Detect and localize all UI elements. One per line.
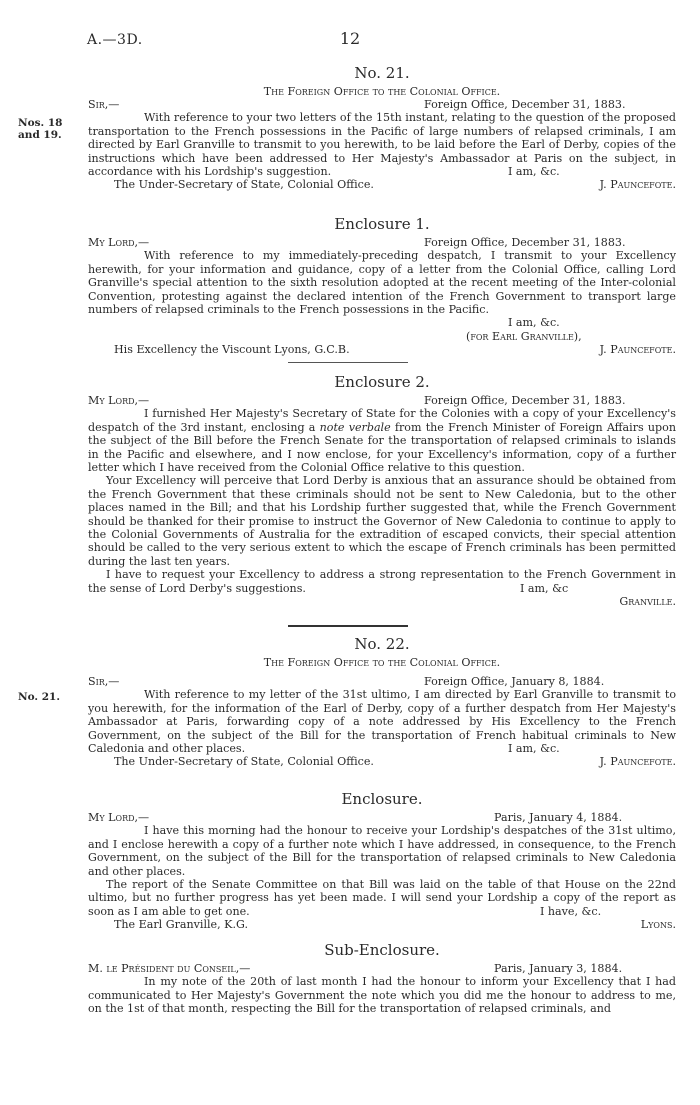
no22-subheading: The Foreign Office to the Colonial Office. xyxy=(263,656,501,669)
no21-salutation: Sir,— xyxy=(88,98,120,111)
no22-addressee: The Under-Secretary of State, Colonial Office. xyxy=(114,755,374,769)
no22-salutation: Sir,— xyxy=(88,675,120,688)
enclosure1-addressee: His Excellency the Viscount Lyons, G.C.B. xyxy=(114,343,350,357)
subenclosure-letter xyxy=(88,962,676,1016)
enclosure2-signature: Granville. xyxy=(619,595,676,609)
no21-subheading: The Foreign Office to the Colonial Office. xyxy=(263,85,501,98)
no22-place-date: Foreign Office, January 8, 1884. xyxy=(424,675,605,688)
enclosure1-heading: Enclosure 1. xyxy=(334,215,430,233)
no22-signature: J. Pauncefote. xyxy=(599,755,676,769)
no21-signature: J. Pauncefote. xyxy=(599,178,676,192)
subenclosure-salutation: M. le Président du Conseil,— xyxy=(88,962,251,975)
no21-place-date: Foreign Office, December 31, 1883. xyxy=(424,98,626,111)
separator-rule xyxy=(288,362,408,363)
enclosure1-place-date: Foreign Office, December 31, 1883. xyxy=(424,236,626,249)
enclosure2-place-date: Foreign Office, December 31, 1883. xyxy=(424,394,626,407)
page-number: 12 xyxy=(339,29,361,48)
subenclosure-place-date: Paris, January 3, 1884. xyxy=(494,962,623,975)
enclosure3-letter xyxy=(88,811,676,932)
enclosure3-closing: I have, &c. xyxy=(540,904,602,918)
enclosure1-closing: I am, &c. xyxy=(508,316,560,330)
enclosure3-heading: Enclosure. xyxy=(341,790,423,808)
enclosure1-signature: J. Pauncefote. xyxy=(599,343,676,357)
margin-note-no-21: No. 21. xyxy=(18,691,60,703)
enclosure1-body: With reference to my immediately-preceding despatch, I transmit to your Excellency herewith, for your information and guidance, copy of a letter from the Colonial Office, calling Lord Granville's special attention to the sixth resolution adopted at the recent meeting of the Inter-colonial Convention, protesting against the declared intention of the French Government to transport large numbers of relapsed criminals to the French possessions in the Pacific. xyxy=(88,249,676,317)
enclosure1-salutation: My Lord,— xyxy=(88,236,150,249)
enclosure2-paragraph-1 xyxy=(88,407,676,474)
enclosure2-p1-part-a: I furnished Her Majesty's Secretary of State for the Colonies with a copy of your Excellency's despatch of the 3rd instant, enclosing a xyxy=(88,407,676,434)
no21-addressee: The Under-Secretary of State, Colonial Office. xyxy=(114,178,374,192)
separator-rule-thick xyxy=(288,625,408,627)
enclosure1-for-line: (for Earl Granville), xyxy=(466,329,582,343)
no21-closing: I am, &c. xyxy=(508,165,560,179)
no21-body: With reference to your two letters of the 15th instant, relating to the question of the proposed transportation to the French possessions in the Pacific of large numbers of relapsed criminals, I am directed by Earl Granville to transmit to you herewith, to be laid before the Earl of Derby, copies of the instructions which have been addressed to Her Majesty's Ambassador at Paris on the subject, in accordance with his Lordship's suggestion. xyxy=(88,111,676,179)
enclosure2-p1-part-b: from the French Minister of Foreign Affairs upon the subject of the Bill before the French Senate for the transportation of relapsed criminals to islands in the Pacific and elsewhere, and I now enclose, for your Excellency's information, copy of a further letter which I have received from the Colonial Office relative to this question. xyxy=(88,420,676,475)
enclosure3-signature: Lyons. xyxy=(640,918,676,932)
no22-body: With reference to my letter of the 31st ultimo, I am directed by Earl Granville to transmit to you herewith, for the information of the Earl of Derby, copy of a further despatch from Her Majesty's Ambassador at Paris, forwarding copy of a note addressed by His Excellency to the French Government, on the subject of the Bill for the transportation of French habitual criminals to New Caledonia and other places. xyxy=(88,688,676,756)
enclosure2-salutation: My Lord,— xyxy=(88,394,150,407)
no21-heading: No. 21. xyxy=(354,64,410,82)
enclosure2-paragraph-2: Your Excellency will perceive that Lord Derby is anxious that an assurance should be obtained from the French Government that these criminals should not be sent to New Caledonia, but to the other places named in the Bill; and that his Lordship further suggested that, while the French Government should be thanked for their promise to instruct the Governor of New Caledonia to continue to apply to the Colonial Governments of Australia for the extradition of escaped convicts, their special attention should be called to the very serious extent to which the escape of French criminals has been permitted during the last ten years. xyxy=(88,474,676,568)
margin-note-nos-18-19: Nos. 18 and 19. xyxy=(18,117,63,141)
no21-letter xyxy=(88,98,676,192)
subenclosure-heading: Sub-Enclosure. xyxy=(324,941,440,959)
no22-closing: I am, &c. xyxy=(508,742,560,756)
enclosure3-salutation: My Lord,— xyxy=(88,811,150,824)
enclosure2-p1-italic: note verbale xyxy=(319,420,391,434)
enclosure2-letter xyxy=(88,394,676,608)
enclosure1-letter xyxy=(88,236,676,357)
enclosure3-addressee: The Earl Granville, K.G. xyxy=(114,918,248,932)
no22-letter xyxy=(88,675,676,769)
enclosure3-paragraph-1: I have this morning had the honour to receive your Lordship's despatches of the 31st ultimo, and I enclose herewith a copy of a further note which I have addressed, in consequence, to the French Government, on the subject of the Bill for the transportation of relapsed criminals to New Caledonia and other places. xyxy=(88,824,676,878)
document-reference: A.—3D. xyxy=(87,32,143,48)
enclosure3-paragraph-2: The report of the Senate Committee on that Bill was laid on the table of that House on the 22nd ultimo, but no further progress has yet been made. I will send your Lordship a copy of the report as soon as I am able to get one. xyxy=(88,878,676,918)
no22-heading: No. 22. xyxy=(354,635,410,653)
subenclosure-paragraph-1: In my note of the 20th of last month I had the honour to inform your Excellency that I had communicated to Her Majesty's Government the note which you did me the honour to address to me, on the 1st of that month, respecting the Bill for the transportation of relapsed criminals, and xyxy=(88,975,676,1016)
enclosure2-closing: I am, &c xyxy=(520,581,569,595)
enclosure2-paragraph-3: I have to request your Excellency to address a strong representation to the French Government in the sense of Lord Derby's suggestions. xyxy=(88,568,676,595)
enclosure2-heading: Enclosure 2. xyxy=(334,373,430,391)
enclosure3-place-date: Paris, January 4, 1884. xyxy=(494,811,623,824)
